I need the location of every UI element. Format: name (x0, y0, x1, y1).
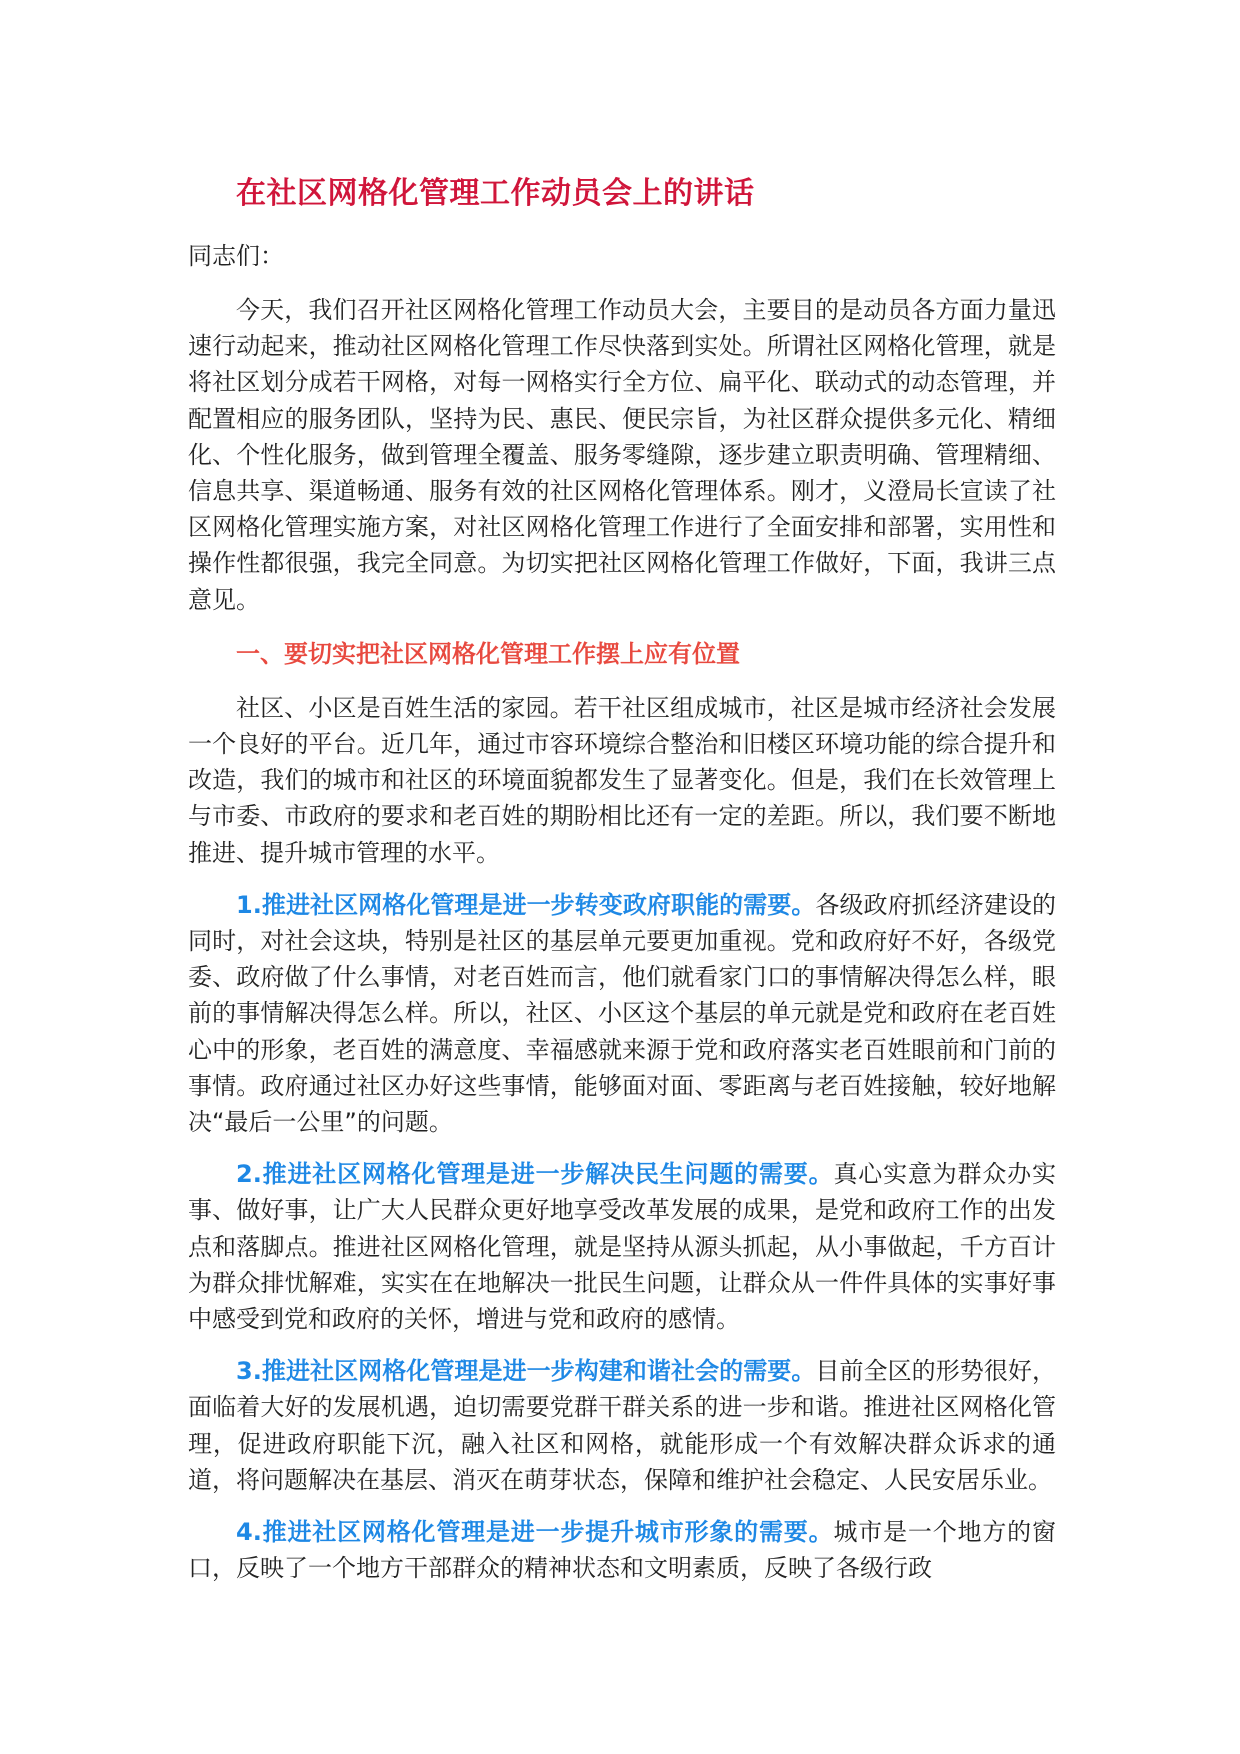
point-3-paragraph (188, 1353, 1056, 1498)
point-2-text: 真心实意为群众办实事、做好事，让广大人民群众更好地享受改革发展的成果，是党和政府工作的出发点和落脚点。推进社区网格化管理，就是坚持从源头抓起，从小事做起，千方百计为群众排忧解难，实实在在地解决一批民生问题，让群众从一件件具体的实事好事中感受到党和政府的关怀，增进与党和政府的感情。 (188, 1160, 1056, 1334)
section-heading-1: 一、要切实把社区网格化管理工作摆上应有位置 (236, 639, 740, 668)
point-1-text: 各级政府抓经济建设的同时，对社会这块，特别是社区的基层单元要更加重视。党和政府好不好，各级党委、政府做了什么事情，对老百姓而言，他们就看家门口的事情解决得怎么样，眼前的事情解决得怎么样。所以，社区、小区这个基层的单元就是党和政府在老百姓心中的形象，老百姓的满意度、幸福感就来源于党和政府落实老百姓眼前和门前的事情。政府通过社区办好这些事情，能够面对面、零距离与老百姓接触，较好地解决“最后一公里”的问题。 (188, 890, 1056, 1137)
point-2-paragraph (188, 1156, 1056, 1337)
document-page (188, 170, 1056, 1603)
point-1-lead: 1.推进社区网格化管理是进一步转变政府职能的需要。 (236, 890, 816, 919)
point-1-paragraph (188, 887, 1056, 1140)
salutation: 同志们： (188, 242, 284, 270)
point-3-text: 目前全区的形势很好，面临着大好的发展机遇，迫切需要党群干群关系的进一步和谐。推进社区网格化管理，促进政府职能下沉，融入社区和网格，就能形成一个有效解决群众诉求的通道，将问题解决在基层、消灭在萌芽状态，保障和维护社会稳定、人民安居乐业。 (188, 1357, 1056, 1494)
intro-paragraph: 今天，我们召开社区网格化管理工作动员大会，主要目的是动员各方面力量迅速行动起来，推动社区网格化管理工作尽快落到实处。所谓社区网格化管理，就是将社区划分成若干网格，对每一网格实行全方位、扁平化、联动式的动态管理，并配置相应的服务团队，坚持为民、惠民、便民宗旨，为社区群众提供多元化、精细化、个性化服务，做到管理全覆盖、服务零缝隙，逐步建立职责明确、管理精细、信息共享、渠道畅通、服务有效的社区网格化管理体系。刚才，义澄局长宣读了社区网格化管理实施方案，对社区网格化管理工作进行了全面安排和部署，实用性和操作性都很强，我完全同意。为切实把社区网格化管理工作做好，下面，我讲三点意见。 (188, 296, 1056, 614)
point-2-lead: 2.推进社区网格化管理是进一步解决民生问题的需要。 (236, 1160, 834, 1189)
point-4-paragraph (188, 1514, 1056, 1586)
section-1-paragraph: 社区、小区是百姓生活的家园。若干社区组成城市，社区是城市经济社会发展一个良好的平台。近几年，通过市容环境综合整治和旧楼区环境功能的综合提升和改造，我们的城市和社区的环境面貌都发生了显著变化。但是，我们在长效管理上与市委、市政府的要求和老百姓的期盼相比还有一定的差距。所以，我们要不断地推进、提升城市管理的水平。 (188, 693, 1056, 867)
document-title: 在社区网格化管理工作动员会上的讲话 (236, 176, 755, 211)
point-4-lead: 4.推进社区网格化管理是进一步提升城市形象的需要。 (236, 1518, 834, 1547)
point-3-lead: 3.推进社区网格化管理是进一步构建和谐社会的需要。 (236, 1357, 816, 1386)
point-4-text: 城市是一个地方的窗口，反映了一个地方干部群众的精神状态和文明素质，反映了各级行政 (188, 1518, 1056, 1583)
